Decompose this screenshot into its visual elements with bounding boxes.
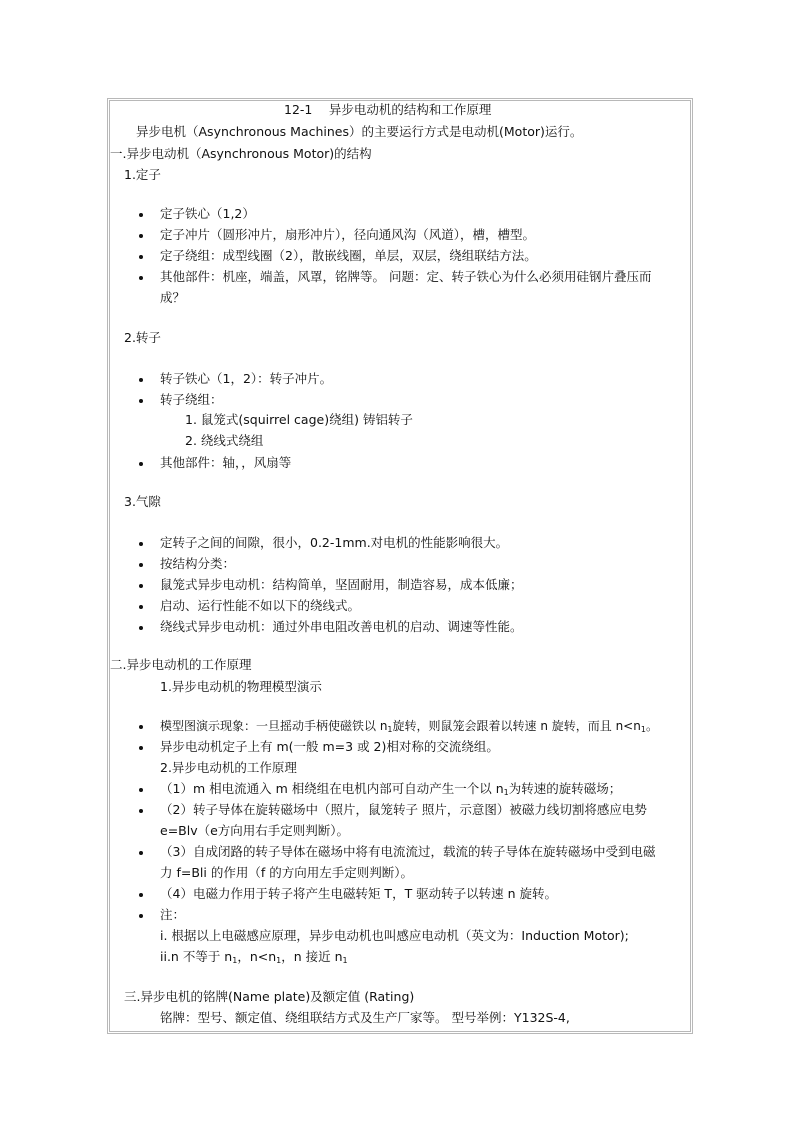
principle-step-3: （3）自成闭路的转子导体在磁场中将有电流流过，载流的转子导体在旋转磁场中受到电磁 [160,844,656,859]
list-item: 转子绕组： [160,392,223,407]
list-item: 按结构分类： [160,556,236,571]
list-item-continued: 成？ [160,290,186,305]
section-heading-principle: 二.异步电动机的工作原理 [110,657,252,672]
principle-step-2-continued: e=Blv（e方向用右手定则判断）。 [160,823,350,838]
numbered-item: 1. 鼠笼式(squirrel cage)绕组) 铸铝转子 [185,412,413,427]
list-item: 其他部件：机座，端盖，风罩，铭牌等。 问题：定、转子铁心为什么必须用硅钢片叠压而 [160,269,652,284]
subheading-air-gap: 3.气隙 [124,494,161,509]
bullet-icon [139,255,143,259]
note-ii: ii.n 不等于 $n_1$，$n<n_1$，n 接近 $n_1$ [160,949,348,965]
note-i: i. 根据以上电磁感应原理，异步电动机也叫感应电动机（英文为：Induction Motor); [160,928,629,943]
note-label: 注： [160,907,186,922]
bullet-icon [139,626,143,630]
bullet-icon [139,234,143,238]
list-item: 定子铁心（1,2） [160,206,255,221]
bullet-icon [139,725,143,729]
page-title: 12-1 异步电动机的结构和工作原理 [284,102,492,117]
list-item: 定子冲片（圆形冲片，扇形冲片），径向通风沟（风道），槽，槽型。 [160,227,536,242]
principle-step-3-continued: 力 f=Bli 的作用（f 的方向用左手定则判断）。 [160,865,413,880]
section-heading-nameplate: 三.异步电机的铭牌(Name plate)及额定值 (Rating) [124,989,415,1004]
list-item: 启动、运行性能不如以下的绕线式。 [160,598,361,613]
bullet-icon [139,914,143,918]
principle-step-1: （1）m 相电流通入 m 相绕组在电机内部可自动产生一个以 $n_1$为转速的旋转磁场； [160,781,622,797]
intro-text: 异步电机（Asynchronous Machines）的主要运行方式是电动机(Motor)运行。 [136,124,583,139]
bullet-icon [139,378,143,382]
principle-step-4: （4）电磁力作用于转子将产生电磁转矩 T，T 驱动转子以转速 n 旋转。 [160,886,558,901]
subheading-rotor: 2.转子 [124,330,161,345]
numbered-item: 2. 绕线式绕组 [185,433,264,448]
list-item: 其他部件：轴，，风扇等 [160,455,292,470]
list-item: 转子铁心（1，2）：转子冲片。 [160,371,333,386]
list-item: 异步电动机定子上有 m(一般 m=3 或 2)相对称的交流绕组。 [160,739,499,754]
bullet-icon [139,809,143,813]
principle-step-2: （2）转子导体在旋转磁场中（照片，鼠笼转子 照片，示意图）被磁力线切割将感应电势 [160,802,647,817]
demo-text: 模型图演示现象：一旦摇动手柄使磁铁以 $n_1$旋转，则鼠笼会跟着以转速 n 旋转，而且 $n<n_1$。 [160,719,658,734]
bullet-icon [139,542,143,546]
bullet-icon [139,462,143,466]
bullet-icon [139,788,143,792]
list-item: 绕线式异步电动机：通过外串电阻改善电机的启动、调速等性能。 [160,619,523,634]
bullet-icon [139,605,143,609]
nameplate-text: 铭牌：型号、额定值、绕组联结方式及生产厂家等。 型号举例：Y132S-4, [160,1010,570,1025]
bullet-icon [139,399,143,403]
list-item: 定转子之间的间隙，很小，0.2-1mm.对电机的性能影响很大。 [160,535,509,550]
subheading-working-principle: 2.异步电动机的工作原理 [160,760,297,775]
list-item: 鼠笼式异步电动机：结构简单，坚固耐用，制造容易，成本低廉； [160,577,523,592]
section-heading-structure: 一.异步电动机（Asynchronous Motor)的结构 [110,146,372,161]
bullet-icon [139,851,143,855]
subheading-stator: 1.定子 [124,167,161,182]
subheading-model-demo: 1.异步电动机的物理模型演示 [160,679,322,694]
bullet-icon [139,584,143,588]
bullet-icon [139,893,143,897]
bullet-icon [139,746,143,750]
bullet-icon [139,276,143,280]
bullet-icon [139,563,143,567]
bullet-icon [139,213,143,217]
list-item: 定子绕组：成型线圈（2），散嵌线圈，单层，双层，绕组联结方法。 [160,248,537,263]
